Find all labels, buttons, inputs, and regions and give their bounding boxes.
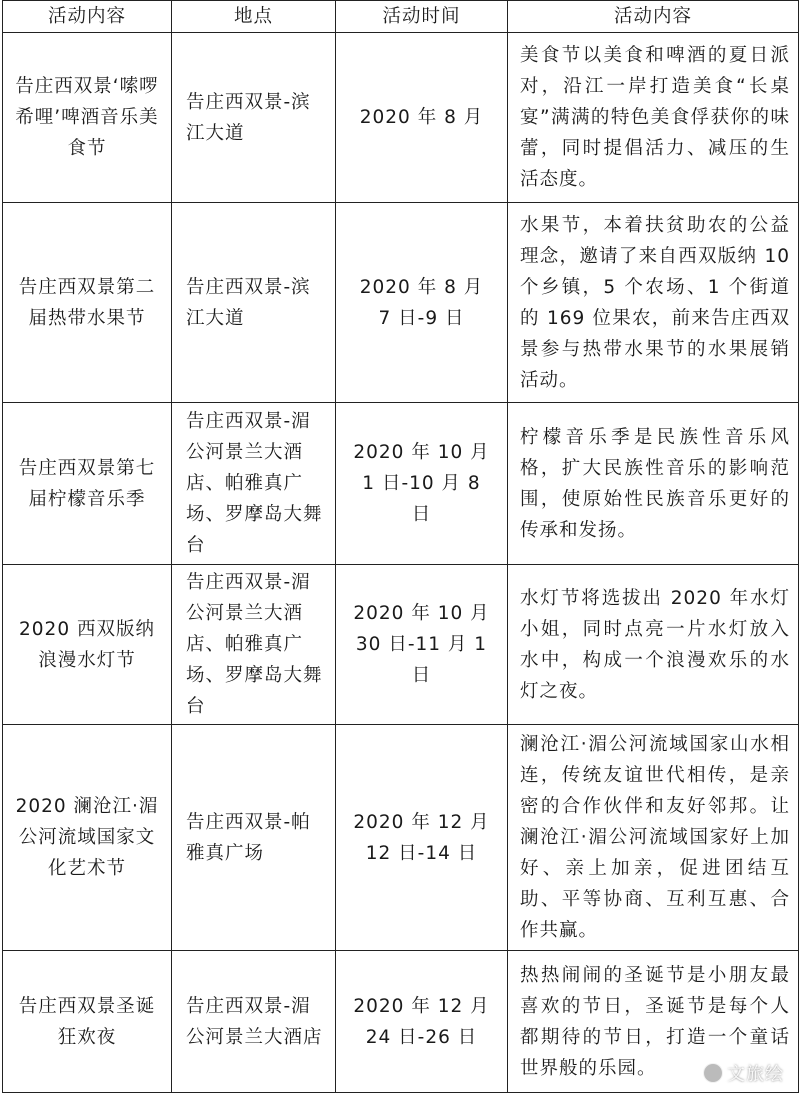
header-activity-name: 活动内容 bbox=[3, 1, 172, 33]
cell-location: 告庄西双景-湄公河景兰大酒店、帕雅真广场、罗摩岛大舞台 bbox=[172, 403, 336, 565]
cell-activity-description: 柠檬音乐季是民族性音乐风格，扩大民族性音乐的影响范围，使原始性民族音乐更好的传承和发扬。 bbox=[508, 403, 799, 565]
cell-location: 告庄西双景-滨江大道 bbox=[172, 33, 336, 203]
cell-activity-name: 2020 西双版纳浪漫水灯节 bbox=[3, 565, 172, 725]
table-row bbox=[3, 403, 799, 565]
cell-location: 告庄西双景-湄公河景兰大酒店、帕雅真广场、罗摩岛大舞台 bbox=[172, 565, 336, 725]
events-table bbox=[2, 0, 799, 1093]
table-row bbox=[3, 951, 799, 1093]
cell-activity-time: 2020 年 8 月 bbox=[336, 33, 508, 203]
cell-activity-time: 2020 年 10 月 1 日-10 月 8 日 bbox=[336, 403, 508, 565]
table-row bbox=[3, 203, 799, 403]
table-row bbox=[3, 565, 799, 725]
cell-activity-time: 2020 年 12 月 24 日-26 日 bbox=[336, 951, 508, 1093]
cell-activity-description: 热热闹闹的圣诞节是小朋友最喜欢的节日，圣诞节是每个人都期待的节日，打造一个童话世界般的乐园。 bbox=[508, 951, 799, 1093]
cell-location: 告庄西双景-帕雅真广场 bbox=[172, 725, 336, 951]
header-activity-time: 活动时间 bbox=[336, 1, 508, 33]
cell-location: 告庄西双景-滨江大道 bbox=[172, 203, 336, 403]
cell-activity-name: 告庄西双景圣诞狂欢夜 bbox=[3, 951, 172, 1093]
cell-activity-description: 水灯节将选拔出 2020 年水灯小姐，同时点亮一片水灯放入水中，构成一个浪漫欢乐的水灯之夜。 bbox=[508, 565, 799, 725]
watermark-text: 文旅绘 bbox=[727, 1064, 784, 1085]
cell-activity-description: 美食节以美食和啤酒的夏日派对，沿江一岸打造美食“长桌宴”满满的特色美食俘获你的味蕾，同时提倡活力、减压的生活态度。 bbox=[508, 33, 799, 203]
cell-activity-name: 告庄西双景第七届柠檬音乐季 bbox=[3, 403, 172, 565]
watermark bbox=[703, 1060, 784, 1086]
table-row bbox=[3, 725, 799, 951]
cell-activity-name: 告庄西双景第二届热带水果节 bbox=[3, 203, 172, 403]
cell-activity-time: 2020 年 8 月 7 日-9 日 bbox=[336, 203, 508, 403]
cell-activity-time: 2020 年 10 月 30 日-11 月 1 日 bbox=[336, 565, 508, 725]
cell-activity-name: 2020 澜沧江·湄公河流域国家文化艺术节 bbox=[3, 725, 172, 951]
cell-activity-description: 水果节，本着扶贫助农的公益理念，邀请了来自西双版纳 10 个乡镇，5 个农场、1 个街道的 169 位果农，前来告庄西双景参与热带水果节的水果展销活动。 bbox=[508, 203, 799, 403]
cell-activity-time: 2020 年 12 月 12 日-14 日 bbox=[336, 725, 508, 951]
table-row bbox=[3, 33, 799, 203]
wechat-logo-icon bbox=[703, 1063, 723, 1083]
cell-location: 告庄西双景-湄公河景兰大酒店 bbox=[172, 951, 336, 1093]
header-location: 地点 bbox=[172, 1, 336, 33]
cell-activity-name: 告庄西双景‘嗦啰希哩’啤酒音乐美食节 bbox=[3, 33, 172, 203]
cell-activity-description: 澜沧江·湄公河流域国家山水相连，传统友谊世代相传，是亲密的合作伙伴和友好邻邦。让澜沧江·湄公河流域国家好上加好、亲上加亲，促进团结互助、平等协商、互利互惠、合作共赢。 bbox=[508, 725, 799, 951]
table-header-row bbox=[3, 1, 799, 33]
header-activity-description: 活动内容 bbox=[508, 1, 799, 33]
